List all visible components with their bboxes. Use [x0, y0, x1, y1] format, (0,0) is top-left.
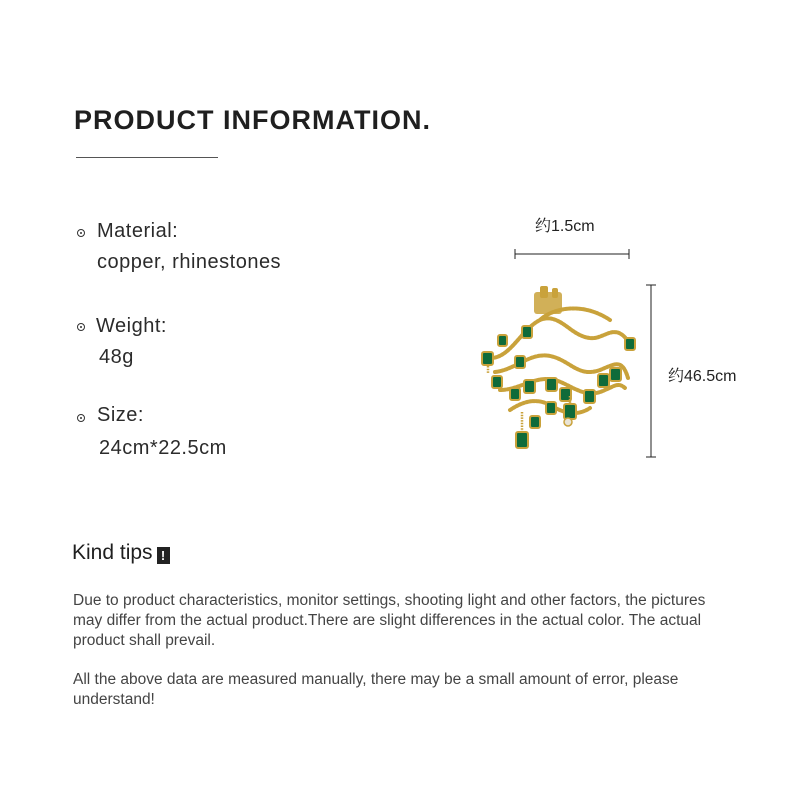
kind-tips-paragraph-1: Due to product characteristics, monitor settings, shooting light and other factors, the pictures may differ from the actual product.There are slight differences in the actual color. The actual product shall prevail.	[73, 592, 706, 649]
warning-icon: !	[157, 547, 170, 564]
spec-material-label: Material:	[97, 220, 179, 242]
width-dimension-label: 约1.5cm	[535, 218, 595, 235]
clear-rhinestone	[564, 418, 572, 426]
page-title: PRODUCT INFORMATION.	[74, 105, 431, 135]
kind-tips-paragraph-2: All the above data are measured manually, there may be a small amount of error, please understand!	[73, 671, 679, 708]
spec-weight-label: Weight:	[96, 315, 167, 337]
bullet-icon	[77, 414, 85, 422]
spec-weight-value: 48g	[99, 346, 134, 368]
kind-tips-title: Kind tips	[72, 541, 153, 564]
bullet-icon	[77, 323, 85, 331]
height-dimension-label: 约46.5cm	[668, 368, 737, 385]
height-dimension-line	[646, 285, 656, 457]
spec-size-label: Size:	[97, 404, 144, 426]
kind-tips-heading	[72, 541, 170, 565]
product-image	[460, 240, 680, 470]
spec-material-value: copper, rhinestones	[97, 251, 282, 273]
width-dimension-line	[515, 249, 629, 259]
bullet-icon	[77, 229, 85, 237]
title-underline	[76, 157, 218, 158]
spec-size-value: 24cm*22.5cm	[99, 437, 227, 459]
